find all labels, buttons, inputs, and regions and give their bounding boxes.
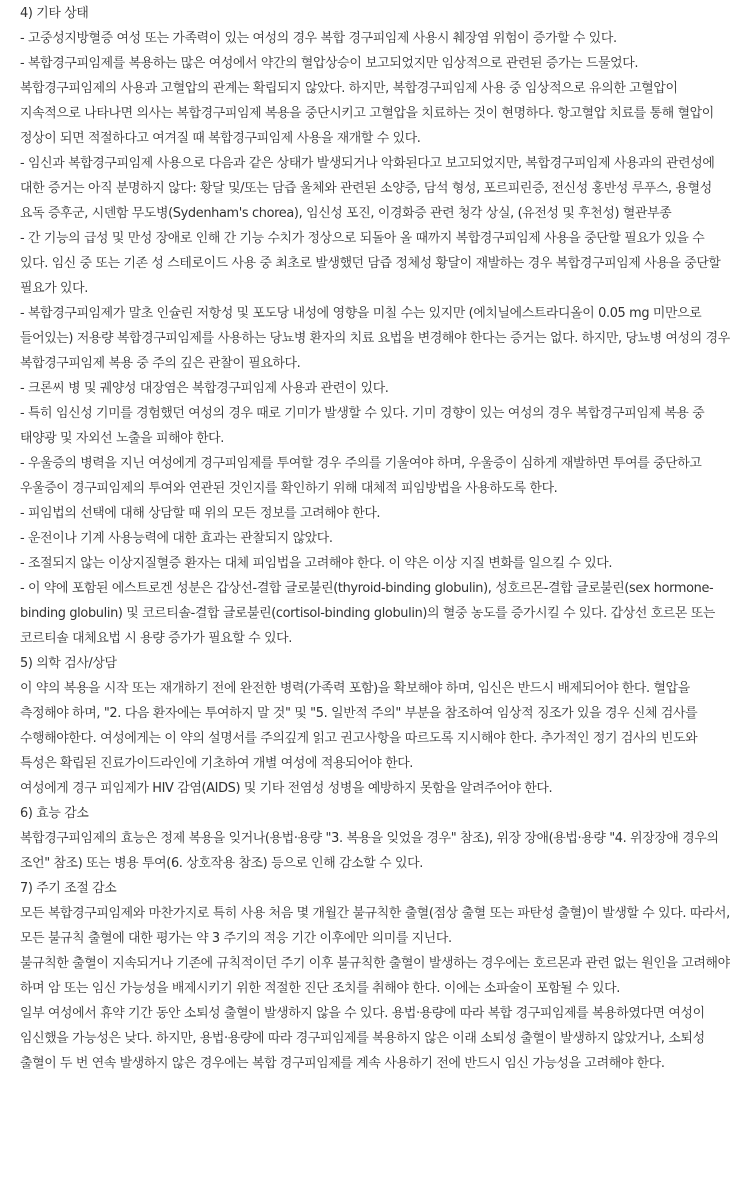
section-heading-medical-exam: 5) 의학 검사/상담: [20, 656, 117, 671]
section-heading-reduced-efficacy: 6) 효능 감소: [20, 806, 89, 821]
paragraph-reduced-efficacy: 복합경구피임제의 효능은 정제 복용을 잊거나(용법·용량 "3. 복용을 잊었을 경우" 참조), 위장 장애(용법·용량 "4. 위장장애 경우의 조언" 참조) 또는 병용 투여(6. 상호작용 참조) 등으로 인해 감소할 수 있다.: [20, 831, 719, 871]
section-heading-other-conditions: 4) 기타 상태: [20, 6, 89, 21]
section-heading-cycle-control: 7) 주기 조절 감소: [20, 881, 117, 896]
paragraph-dyslipidemia: - 조절되지 않는 이상지질혈증 환자는 대체 피임법을 고려해야 한다. 이 약은 이상 지질 변화를 일으킬 수 있다.: [20, 556, 613, 571]
paragraph-hypertriglyceridemia: - 고중성지방혈증 여성 또는 가족력이 있는 여성의 경우 복합 경구피임제 사용시 췌장염 위험이 증가할 수 있다.: [20, 31, 617, 46]
paragraph-withdrawal-bleeding: 일부 여성에서 휴약 기간 동안 소퇴성 출혈이 발생하지 않을 수 있다. 용법·용량에 따라 복합 경구피임제를 복용하였다면 여성이 임신했을 가능성은 낮다. 하지만, 용법·용량에 따라 경구피임제를 복용하지 않은 이래 소퇴성 출혈이 발생하지 않았거나, 소퇴성 출혈이 두 번 연속 발생하지 않은 경우에는 복합 경구피임제를 계속 사용하기 전에 반드시 임신 가능성을 고려해야 한다.: [20, 1006, 705, 1071]
paragraph-crohns-disease: - 크론씨 병 및 궤양성 대장염은 복합경구피임제 사용과 관련이 있다.: [20, 381, 389, 396]
paragraph-liver-function: - 간 기능의 급성 및 만성 장애로 인해 간 기능 수치가 정상으로 되돌아 올 때까지 복합경구피임제 사용을 중단할 필요가 있을 수 있다. 임신 중 또는 기존 성 스테로이드 사용 중 최초로 발생했던 담즙 정체성 황달이 재발하는 경우 복합경구피임제 사용을 중단할 필요가 있다.: [20, 231, 721, 296]
paragraph-irregular-bleeding: 모든 복합경구피임제와 마찬가지로 특히 사용 처음 몇 개월간 불규칙한 출혈(점상 출혈 또는 파탄성 출혈)이 발생할 수 있다. 따라서, 모든 불규칙 출혈에 대한 평가는 약 3 주기의 적응 기간 이후에만 의미를 지닌다.: [20, 906, 730, 946]
paragraph-hiv-notice: 여성에게 경구 피임제가 HIV 감염(AIDS) 및 기타 전염성 성병을 예방하지 못함을 알려주어야 한다.: [20, 781, 553, 796]
paragraph-persistent-bleeding: 불규칙한 출혈이 지속되거나 기존에 규칙적이던 주기 이후 불규칙한 출혈이 발생하는 경우에는 호르몬과 관련 없는 원인을 고려해야 하며 암 또는 임신 가능성을 배제시키기 위한 적절한 진단 조치를 취해야 한다. 이에는 소파술이 포함될 수 있다.: [20, 956, 730, 996]
paragraph-aggravated-conditions: - 임신과 복합경구피임제 사용으로 다음과 같은 상태가 발생되거나 악화된다고 보고되었지만, 복합경구피임제 사용과의 관련성에 대한 증거는 아직 분명하지 않다: 황달 및/또는 담즙 울체와 관련된 소양증, 담석 형성, 포르피린증, 전신성 홍반성 루푸스, 용혈성 요독 증후군, 시덴함 무도병(Sydenham's chorea), 임신성 포진, 이경화증 관련 청각 상실, (유전성 및 후천성) 혈관부종: [20, 156, 715, 221]
paragraph-insulin-resistance: - 복합경구피임제가 말초 인슐린 저항성 및 포도당 내성에 영향을 미칠 수는 있지만 (에치닐에스트라디올이 0.05 mg 미만으로 들어있는) 저용량 복합경구피임제를 사용하는 당뇨병 환자의 치료 요법을 변경해야 한다는 증거는 없다. 하지만, 당뇨병 여성의 경우 복합경구피임제 복용 중 주의 깊은 관찰이 필요하다.: [20, 306, 730, 371]
paragraph-chloasma: - 특히 임신성 기미를 경험했던 여성의 경우 때로 기미가 발생할 수 있다. 기미 경향이 있는 여성의 경우 복합경구피임제 복용 중 태양광 및 자외선 노출을 피해야 한다.: [20, 406, 705, 446]
paragraph-medical-exam: 이 약의 복용을 시작 또는 재개하기 전에 완전한 병력(가족력 포함)을 확보해야 하며, 임신은 반드시 배제되어야 한다. 혈압을 측정해야 하며, "2. 다음 환자에는 투여하지 말 것" 및 "5. 일반적 주의" 부분을 참조하여 임상적 징조가 있을 경우 신체 검사를 수행해야한다. 여성에게는 이 약의 설명서를 주의깊게 읽고 권고사항을 따르도록 지시해야 한다. 추가적인 정기 검사의 빈도와 특성은 확립된 진료가이드라인에 기초하여 개별 여성에 적용되어야 한다.: [20, 681, 698, 771]
paragraph-counseling: - 피임법의 선택에 대해 상담할 때 위의 모든 정보를 고려해야 한다.: [20, 506, 381, 521]
paragraph-driving: - 운전이나 기계 사용능력에 대한 효과는 관찰되지 않았다.: [20, 531, 333, 546]
paragraph-blood-pressure: - 복합경구피임제를 복용하는 많은 여성에서 약간의 혈압상승이 보고되었지만 임상적으로 관련된 증가는 드물었다. 복합경구피임제의 사용과 고혈압의 관계는 확립되지 않았다. 하지만, 복합경구피임제 사용 중 임상적으로 유의한 고혈압이 지속적으로 나타나면 의사는 복합경구피임제 복용을 중단시키고 고혈압을 치료하는 것이 현명하다. 항고혈압 치료를 통해 혈압이 정상이 되면 적절하다고 여겨질 때 복합경구피임제 사용을 재개할 수 있다.: [20, 56, 714, 146]
paragraph-depression: - 우울증의 병력을 지닌 여성에게 경구피임제를 투여할 경우 주의를 기울여야 하며, 우울증이 심하게 재발하면 투여를 중단하고 우울증이 경구피임제의 투여와 연관된 것인지를 확인하기 위해 대체적 피임방법을 사용하도록 한다.: [20, 456, 702, 496]
paragraph-binding-globulins: - 이 약에 포함된 에스트로겐 성분은 갑상선-결합 글로불린(thyroid-binding globulin), 성호르몬-결합 글로불린(sex hormone-binding globulin) 및 코르티솔-결합 글로불린(cortisol-binding globulin)의 혈중 농도를 증가시킬 수 있다. 갑상선 호르몬 또는 코르티솔 대체요법 시 용량 증가가 필요할 수 있다.: [20, 581, 715, 646]
